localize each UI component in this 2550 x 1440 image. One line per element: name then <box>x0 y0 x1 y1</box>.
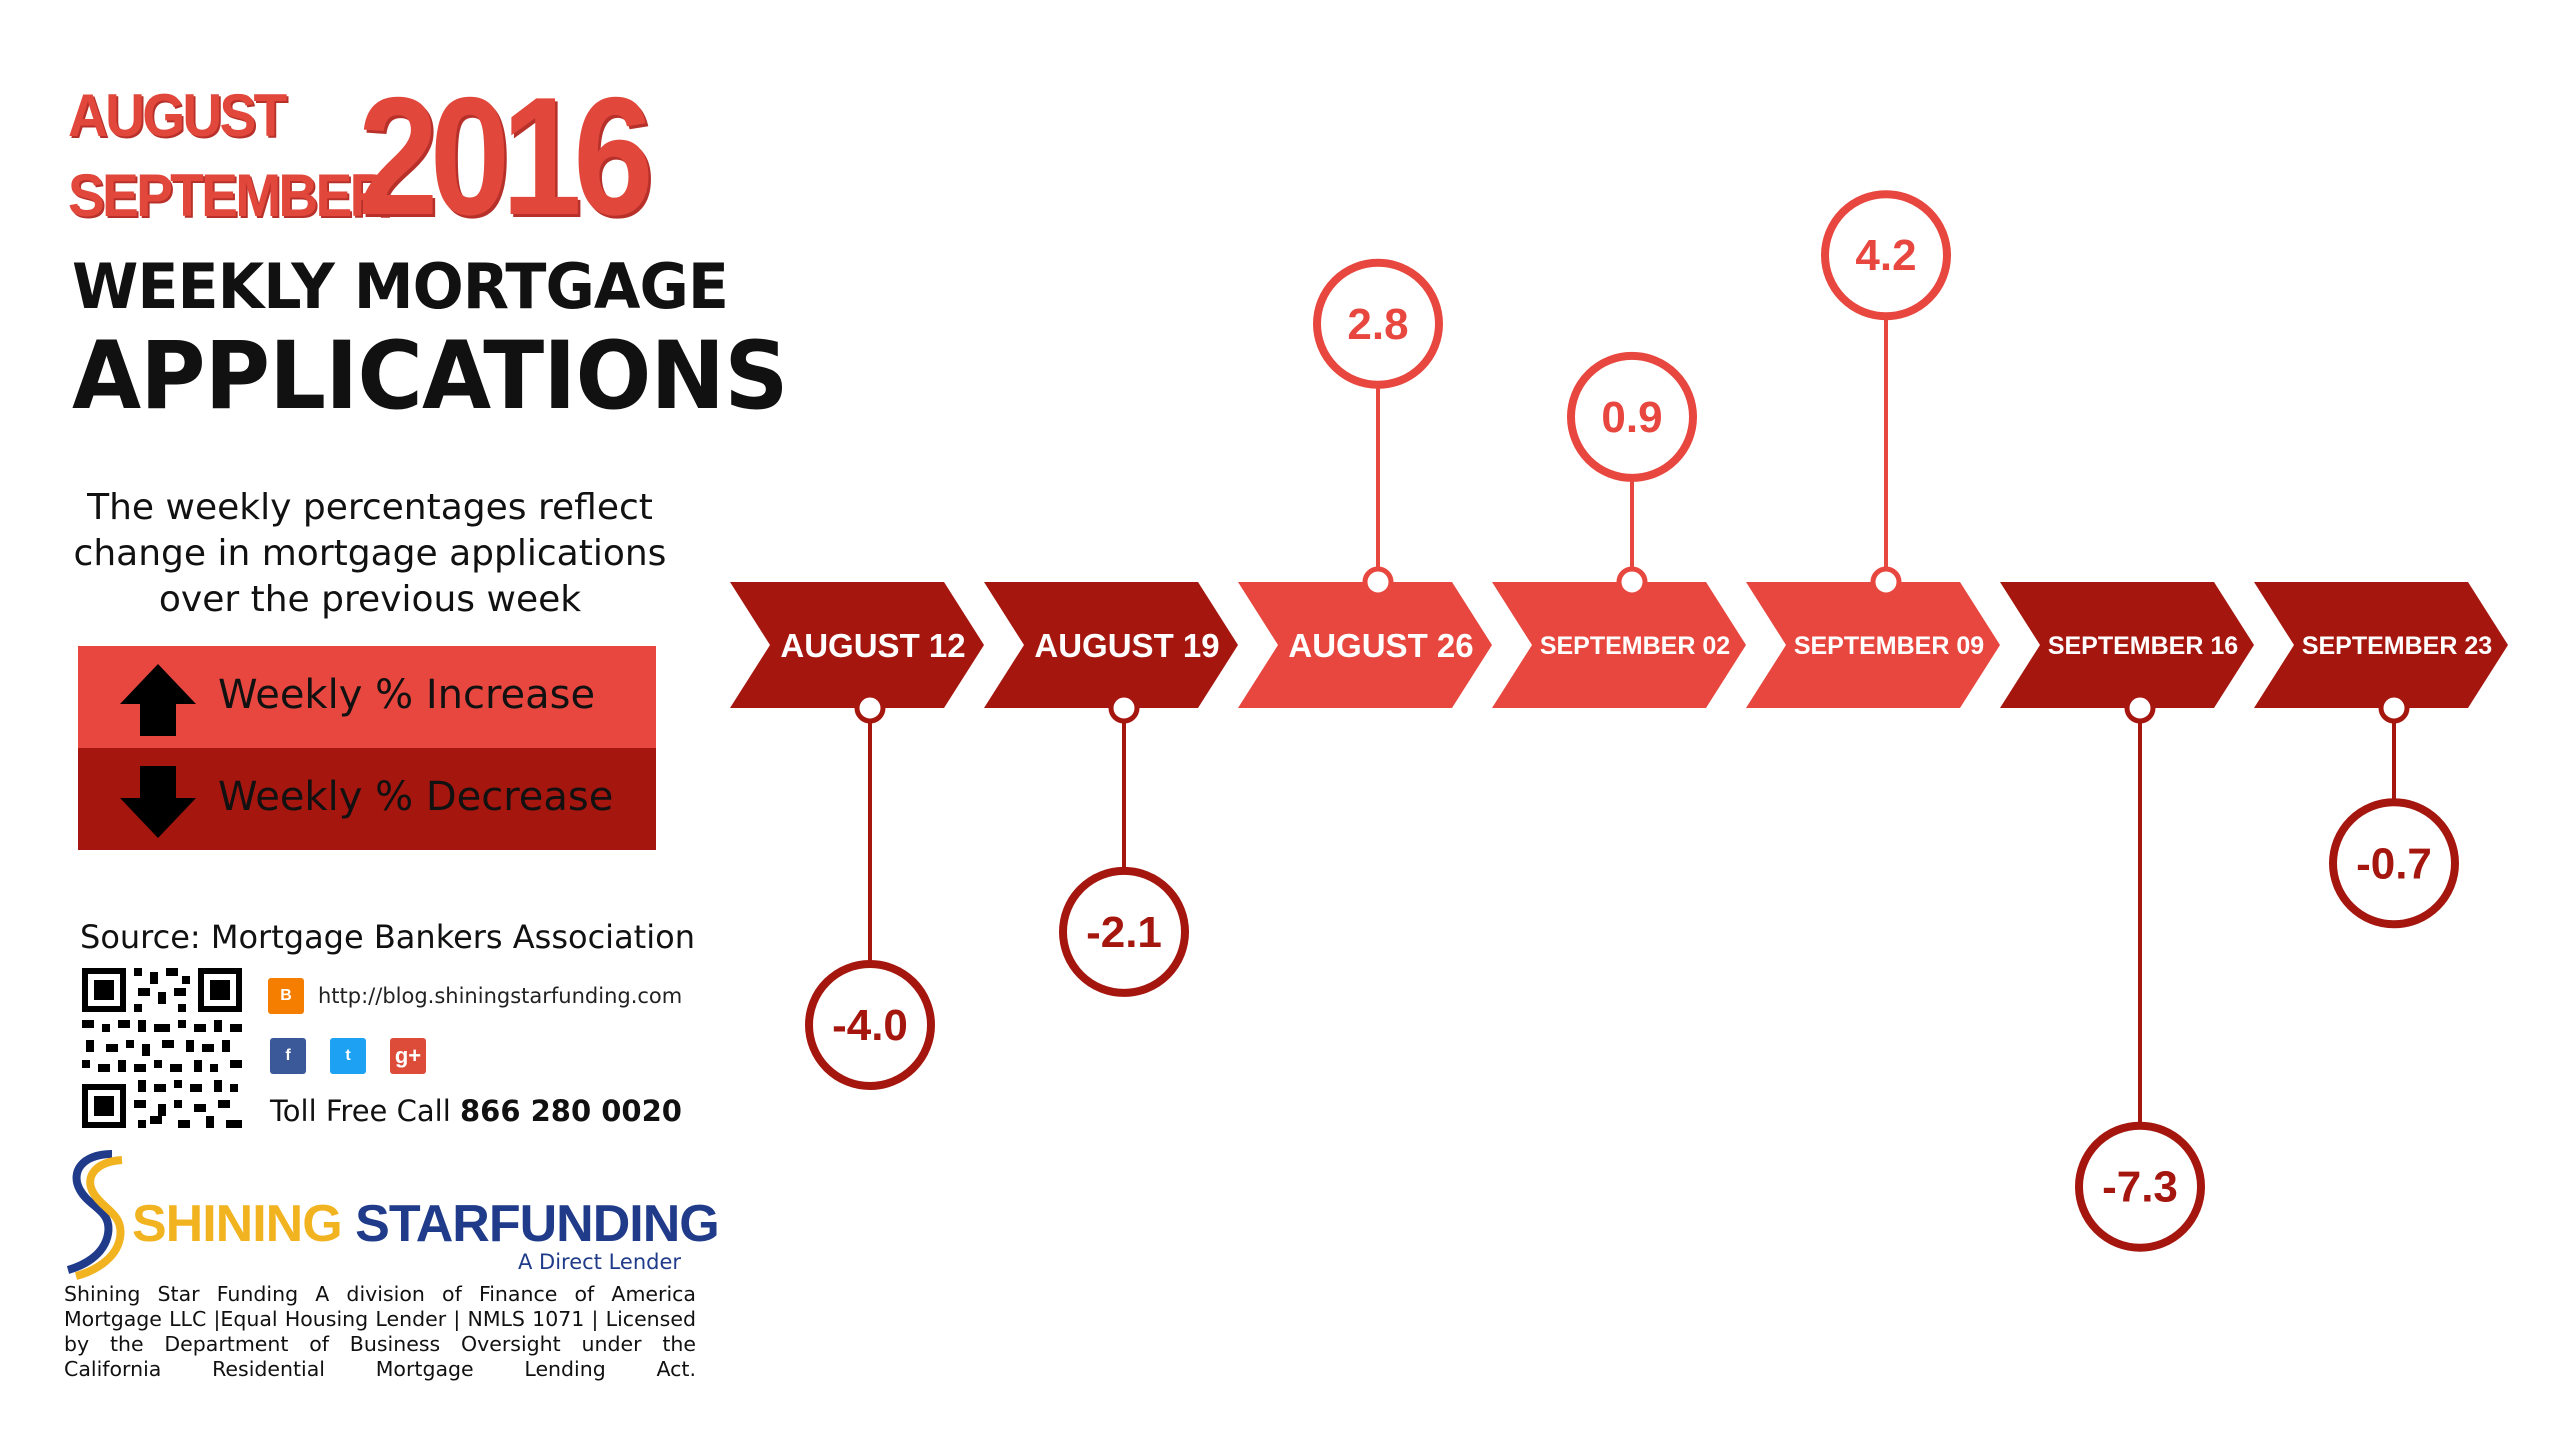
source-text: Source: Mortgage Bankers Association <box>80 918 695 956</box>
page-title-line1: WEEKLY MORTGAGE <box>72 250 728 323</box>
value-label: 0.9 <box>1601 392 1663 442</box>
timeline-date-label: SEPTEMBER 09 <box>1793 632 1985 660</box>
value-label: -4.0 <box>832 1001 908 1050</box>
brand-name-funding: FUNDING <box>488 1195 719 1253</box>
timeline-date-label: SEPTEMBER 02 <box>1539 632 1731 660</box>
brand-tagline: A Direct Lender <box>518 1250 682 1274</box>
timeline-date-label: AUGUST 12 <box>780 627 966 664</box>
brand-name-shining: SHINING <box>132 1195 342 1253</box>
timeline-date-label: SEPTEMBER 23 <box>2301 632 2493 660</box>
value-anchor-dot <box>1365 569 1391 595</box>
value-anchor-dot <box>2381 695 2407 721</box>
twitter-icon[interactable]: t <box>330 1038 366 1074</box>
blog-link[interactable]: http://blog.shiningstarfunding.com <box>318 984 683 1008</box>
value-label: -7.3 <box>2102 1162 2178 1212</box>
phone-prefix: Toll Free Call <box>270 1094 451 1128</box>
legend-decrease-label: Weekly % Decrease <box>218 774 614 820</box>
legend-increase-label: Weekly % Increase <box>218 672 596 718</box>
value-label: -2.1 <box>1086 907 1162 957</box>
timeline-date-label: AUGUST 19 <box>1034 627 1220 664</box>
timeline-date-label: AUGUST 26 <box>1288 627 1474 664</box>
disclaimer-text: Shining Star Funding A division of Finance of America Mortgage LLC |Equal Housing Lender | NMLS 1071 | Licensed by the Department of Business Oversight under the California Residential Mortgage Lending Act. <box>64 1282 696 1381</box>
value-label: 4.2 <box>1855 231 1917 281</box>
blogger-icon[interactable]: B <box>268 978 304 1014</box>
google-plus-icon[interactable]: g+ <box>390 1038 426 1074</box>
brand-name-star: STAR <box>355 1195 489 1253</box>
value-anchor-dot <box>2127 695 2153 721</box>
value-anchor-dot <box>857 695 883 721</box>
header-month-september: SEPTEMBER <box>68 162 387 229</box>
value-label: -0.7 <box>2356 839 2432 889</box>
phone-number[interactable]: 866 280 0020 <box>459 1094 682 1128</box>
timeline-date-label: SEPTEMBER 16 <box>2047 632 2239 660</box>
value-label: 2.8 <box>1347 299 1409 349</box>
header-month-august: AUGUST <box>68 82 285 149</box>
page-title-line2: APPLICATIONS <box>72 322 788 431</box>
value-anchor-dot <box>1111 695 1137 721</box>
facebook-icon[interactable]: f <box>270 1038 306 1074</box>
value-anchor-dot <box>1619 569 1645 595</box>
header-year: 2016 <box>358 62 646 250</box>
description-text: The weekly percentages reflect change in mortgage applications over the previous week <box>73 487 667 620</box>
value-anchor-dot <box>1873 569 1899 595</box>
